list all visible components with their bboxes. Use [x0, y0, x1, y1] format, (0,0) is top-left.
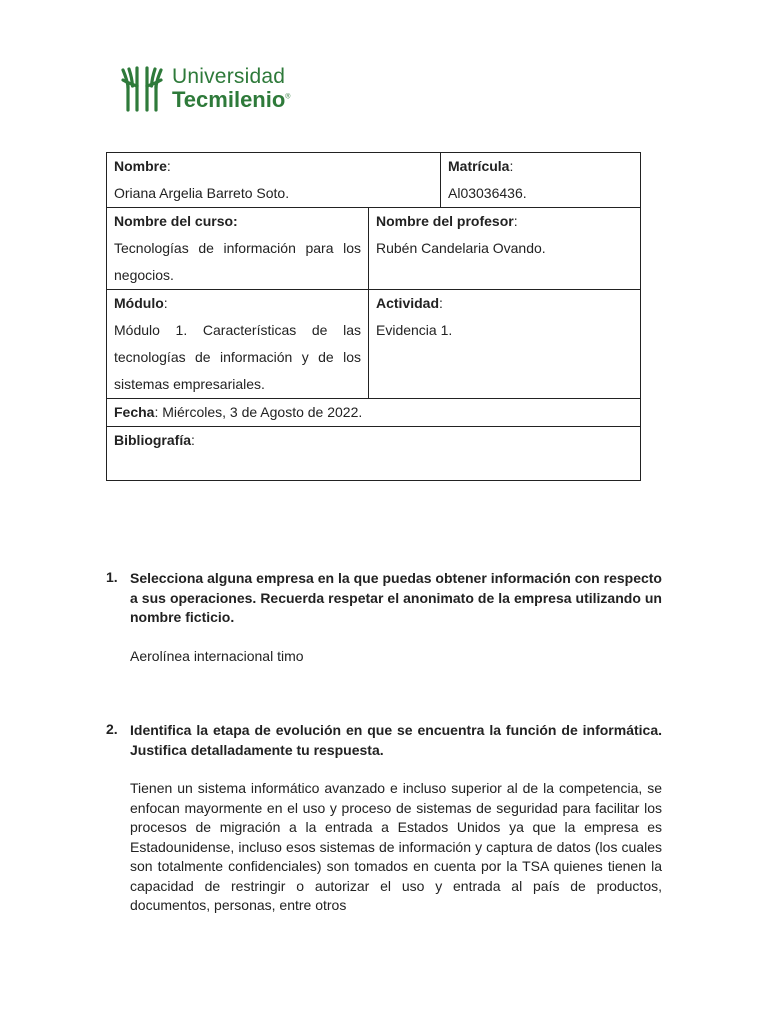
- tecmilenio-emblem-icon: [120, 66, 164, 112]
- actividad-value: Evidencia 1.: [376, 322, 453, 338]
- curso-label: Nombre del curso:: [114, 213, 238, 229]
- university-logo: [120, 64, 290, 114]
- fecha-cell: Fecha: Miércoles, 3 de Agosto de 2022.: [107, 399, 641, 427]
- profesor-value: Rubén Candelaria Ovando.: [376, 240, 546, 256]
- question-text: Identifica la etapa de evolución en que se encuentra la función de informática. Justifica detalladamente tu respuesta.: [130, 722, 662, 758]
- nombre-label: Nombre: [114, 158, 167, 174]
- logo-tecmilenio-word: Tecmilenio®: [172, 87, 291, 113]
- question-number: 2.: [106, 721, 118, 737]
- modulo-label: Módulo: [114, 295, 164, 311]
- modulo-value: Módulo 1. Características de las tecnologías de información y de los sistemas empresariales.: [114, 322, 361, 392]
- profesor-label: Nombre del profesor: [376, 213, 514, 229]
- fecha-value: Miércoles, 3 de Agosto de 2022.: [162, 404, 363, 420]
- question-text: Selecciona alguna empresa en la que puedas obtener información con respecto a sus operaciones. Recuerda respetar el anonimato de la empresa utilizando un nombre ficticio.: [130, 570, 662, 625]
- answer-text: Aerolínea internacional timo: [130, 647, 304, 664]
- logo-university-word: Universidad: [172, 65, 286, 89]
- profesor-cell: Nombre del profesor: Rubén Candelaria Ovando.: [369, 208, 641, 290]
- bibliografia-label: Bibliografía: [114, 432, 192, 448]
- actividad-label: Actividad: [376, 295, 440, 311]
- curso-cell: [107, 208, 369, 290]
- question-number: 1.: [106, 569, 118, 585]
- nombre-value: Oriana Argelia Barreto Soto.: [114, 185, 290, 201]
- nombre-cell: Nombre: Oriana Argelia Barreto Soto.: [107, 153, 441, 208]
- matricula-value: Al03036436.: [448, 185, 527, 201]
- actividad-cell: Actividad: Evidencia 1.: [369, 290, 641, 399]
- question-1: [106, 569, 662, 666]
- registered-mark: ®: [285, 94, 291, 102]
- bibliografia-cell: Bibliografía:: [107, 427, 641, 481]
- student-info-table: [106, 152, 641, 481]
- fecha-label: Fecha: [114, 404, 155, 420]
- question-2: [106, 721, 662, 916]
- curso-value: Tecnologías de información para los negocios.: [114, 240, 361, 283]
- modulo-cell: Módulo: Módulo 1. Características de las tecnologías de información y de los sistemas empresariales.: [107, 290, 369, 399]
- matricula-cell: Matrícula: Al03036436.: [441, 153, 641, 208]
- answer-text: Tienen un sistema informático avanzado e incluso superior al de la competencia, se enfocan mayormente en el uso y proceso de sistemas de seguridad para facilitar los procesos de migración a la entrada a Estados Unidos ya que la empresa es Estadounidense, incluso esos sistemas de información y captura de datos (los cuales son totalmente confidenciales) son tomados en cuenta por la TSA quienes tienen la capacidad de restringir o autorizar el uso y entrada al país de productos, documentos, personas, entre otros: [130, 780, 662, 913]
- matricula-label: Matrícula: [448, 158, 510, 174]
